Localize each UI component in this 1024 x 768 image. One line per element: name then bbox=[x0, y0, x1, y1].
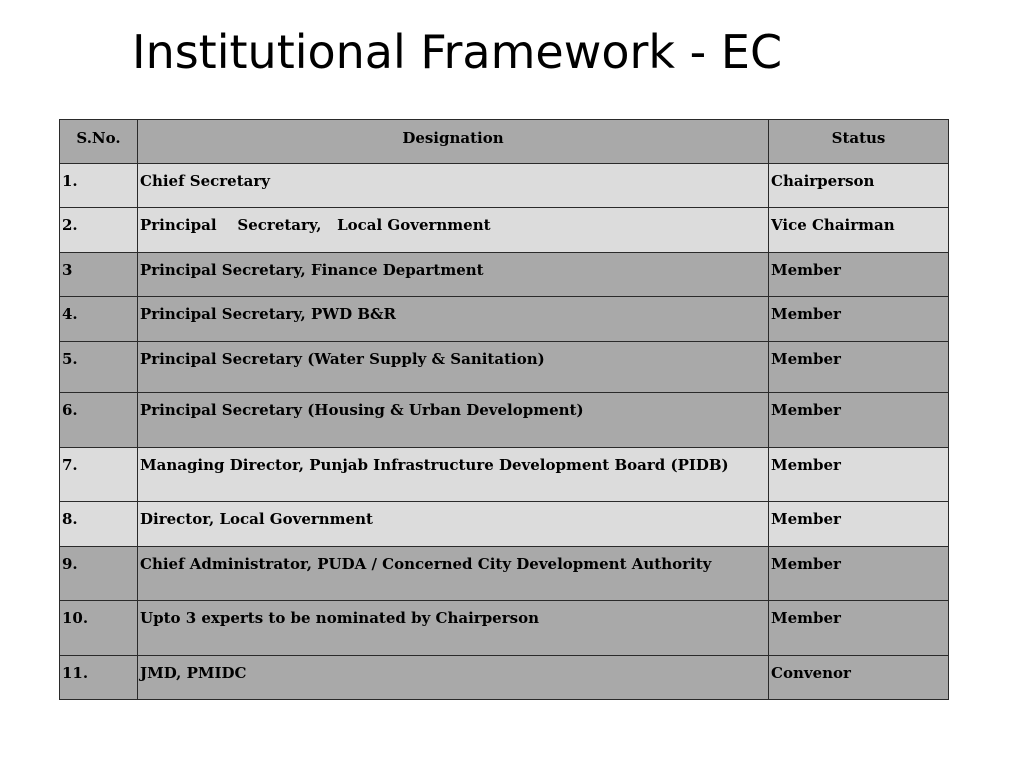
cell-status: Member bbox=[769, 502, 949, 547]
cell-designation: Principal Secretary, Finance Department bbox=[138, 253, 769, 297]
cell-status: Convenor bbox=[769, 656, 949, 700]
cell-sno: 1. bbox=[60, 164, 138, 208]
table-row bbox=[60, 547, 949, 601]
cell-designation: Principal Secretary, PWD B&R bbox=[138, 297, 769, 342]
cell-sno: 3 bbox=[60, 253, 138, 297]
cell-designation: Director, Local Government bbox=[138, 502, 769, 547]
cell-sno: 9. bbox=[60, 547, 138, 601]
cell-sno: 6. bbox=[60, 393, 138, 448]
cell-sno: 11. bbox=[60, 656, 138, 700]
cell-status: Member bbox=[769, 297, 949, 342]
institutional-framework-table bbox=[59, 119, 949, 700]
table-row bbox=[60, 656, 949, 700]
cell-sno: 5. bbox=[60, 342, 138, 393]
cell-designation: Upto 3 experts to be nominated by Chairperson bbox=[138, 601, 769, 656]
table-row bbox=[60, 164, 949, 208]
cell-sno: 2. bbox=[60, 208, 138, 253]
cell-status: Vice Chairman bbox=[769, 208, 949, 253]
table-row bbox=[60, 502, 949, 547]
table-row bbox=[60, 342, 949, 393]
cell-status: Member bbox=[769, 448, 949, 502]
page-title: Institutional Framework - EC bbox=[132, 25, 783, 79]
cell-status: Member bbox=[769, 342, 949, 393]
cell-designation: Principal Secretary (Housing & Urban Development) bbox=[138, 393, 769, 448]
cell-designation: Chief Secretary bbox=[138, 164, 769, 208]
table-row bbox=[60, 601, 949, 656]
header-sno: S.No. bbox=[60, 120, 138, 164]
table-row bbox=[60, 297, 949, 342]
cell-sno: 10. bbox=[60, 601, 138, 656]
cell-designation: Principal Secretary, Local Government bbox=[138, 208, 769, 253]
cell-status: Member bbox=[769, 601, 949, 656]
header-designation: Designation bbox=[138, 120, 769, 164]
cell-designation: Principal Secretary (Water Supply & Sanitation) bbox=[138, 342, 769, 393]
cell-designation: Chief Administrator, PUDA / Concerned City Development Authority bbox=[138, 547, 769, 601]
cell-status: Chairperson bbox=[769, 164, 949, 208]
cell-designation: Managing Director, Punjab Infrastructure Development Board (PIDB) bbox=[138, 448, 769, 502]
cell-designation: JMD, PMIDC bbox=[138, 656, 769, 700]
header-status: Status bbox=[769, 120, 949, 164]
cell-sno: 7. bbox=[60, 448, 138, 502]
cell-sno: 4. bbox=[60, 297, 138, 342]
table-header-row bbox=[60, 120, 949, 164]
cell-status: Member bbox=[769, 253, 949, 297]
table-row bbox=[60, 253, 949, 297]
cell-sno: 8. bbox=[60, 502, 138, 547]
cell-status: Member bbox=[769, 547, 949, 601]
table-row bbox=[60, 448, 949, 502]
cell-status: Member bbox=[769, 393, 949, 448]
table-row bbox=[60, 393, 949, 448]
table-row bbox=[60, 208, 949, 253]
